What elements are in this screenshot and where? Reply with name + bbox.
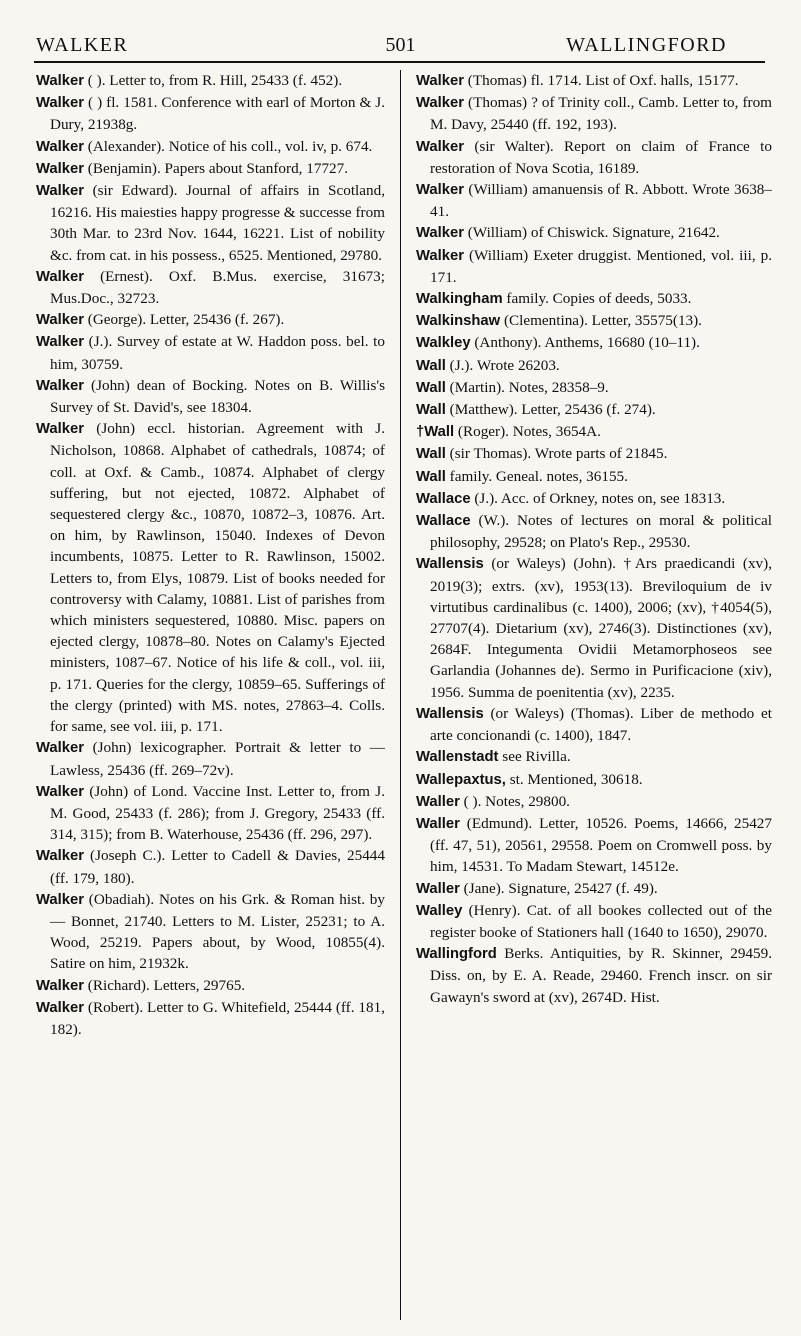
index-entry	[416, 421, 772, 443]
entry-text: (Martin). Notes, 28358–9.	[445, 378, 609, 396]
entry-headword: Walker	[36, 783, 84, 800]
entry-text: (Richard). Letters, 29765.	[83, 976, 246, 994]
index-entry	[36, 331, 385, 374]
entry-headword: Wallensis	[416, 705, 484, 722]
header-left: WALKER	[36, 34, 129, 56]
entry-text: see Rivilla.	[498, 748, 571, 766]
index-entry	[36, 997, 385, 1040]
entry-headword: Walker	[36, 891, 84, 908]
entry-text: (or Waleys) (John). †Ars praedicandi (xv), 2019(3); extrs. (xv), 1953(13). Breviloquium de iv virtutibus cardinalibus (c. 1400), 2006; (xv), †4054(5), 27707(4). Dietarium (xv), 2746(3). Distinctiones (xv), 2684F. Integumenta Ovidii Metamorphoseos see Garlandia (Johannes de). Sermo in Purificacione (xiv), 1956. Summa de poenitentia (xv), 2235.	[430, 555, 772, 701]
entry-text: ( ) fl. 1581. Conference with earl of Morton & J. Dury, 21938g.	[50, 94, 385, 134]
entry-headword: Wall	[416, 357, 446, 374]
entry-headword: Walker	[36, 421, 84, 438]
index-entry	[416, 288, 772, 310]
index-entry	[416, 553, 772, 702]
entry-text: (Alexander). Notice of his coll., vol. iv, p. 674.	[83, 137, 373, 155]
entry-text: (Jane). Signature, 25427 (f. 49).	[459, 879, 658, 897]
index-entry	[416, 92, 772, 135]
entry-text: family. Copies of deeds, 5033.	[502, 290, 692, 308]
index-entry	[416, 769, 772, 791]
index-entry	[416, 746, 772, 768]
index-entry	[416, 943, 772, 1008]
entry-headword: Walkley	[416, 335, 471, 352]
index-entry	[416, 310, 772, 332]
header-right: WALLINGFORD	[566, 34, 727, 56]
entry-headword: Walker	[416, 225, 464, 242]
entry-text: st. Mentioned, 30618.	[505, 770, 643, 788]
entry-headword: Walker	[36, 977, 84, 994]
entry-headword: Wall	[416, 468, 446, 485]
index-entry	[36, 180, 385, 266]
entry-headword: Walker	[416, 73, 464, 89]
index-entry	[416, 222, 772, 244]
index-entry	[36, 375, 385, 418]
entry-headword: Walker	[36, 848, 84, 865]
entry-text: family. Geneal. notes, 36155.	[445, 467, 628, 485]
entry-headword: Wallenstadt	[416, 749, 499, 766]
entry-text: (Thomas) fl. 1714. List of Oxf. halls, 15177.	[463, 72, 739, 89]
entry-headword: Waller	[416, 815, 460, 832]
entry-headword: Walker	[36, 138, 84, 155]
entry-headword: Walker	[416, 247, 464, 264]
entry-headword: Walker	[416, 95, 464, 112]
entry-headword: Walker	[36, 183, 84, 200]
entry-text: (John) eccl. historian. Agreement with J. Nicholson, 10868. Alphabet of cathedrals, 10874; of coll. at Oxf. & Camb., 10874. Alphabet of clergy suffering, but not ejected, 10872. Alphabet of sequestered clergy &c., 10870, 10872–3, 10876. Art. on him, by Rawlinson, 15040. Indexes of Devon incumbents, 10875. Letter to R. Rawlinson, 15002. Letters to, from Elys, 10879. List of books needed for controversy with Calamy, 10881. List of parishes from which ministers sequestered, 10880. Misc. papers on ejected clergy, 10878–80. Notes on Calamy's Ejected ministers, 1087–67. Notice of his life & coll., vol. iii, p. 171. Queries for the clergy, 10859–65. Sufferings of the clergy (printed) with MS. notes, 27863–4. Colls. for same, see vol. iii, p. 171.	[50, 420, 385, 736]
index-entry	[36, 975, 385, 997]
page-number: 501	[385, 34, 416, 56]
entry-text: (George). Letter, 25436 (f. 267).	[83, 311, 285, 329]
entry-text: (William) of Chiswick. Signature, 21642.	[463, 224, 720, 242]
running-head	[34, 34, 767, 64]
entry-headword: Walker	[36, 73, 84, 89]
entry-text: (J.). Wrote 26203.	[445, 356, 560, 374]
entry-headword: Walker	[36, 312, 84, 329]
index-entry	[416, 878, 772, 900]
entry-headword: Wallepaxtus,	[416, 771, 506, 788]
entry-text: (John) lexicographer. Portrait & letter to — Lawless, 25436 (ff. 269–72v).	[50, 739, 385, 779]
index-entry	[416, 791, 772, 813]
entry-text: (William) Exeter druggist. Mentioned, vol. iii, p. 171.	[430, 246, 772, 286]
entry-text: (J.). Survey of estate at W. Haddon poss. bel. to him, 30759.	[50, 333, 385, 373]
index-entry	[416, 703, 772, 746]
index-entry	[416, 245, 772, 288]
entry-headword: †Wall	[416, 424, 455, 441]
entry-text: (Roger). Notes, 3654A.	[454, 423, 601, 441]
entry-text: (J.). Acc. of Orkney, notes on, see 18313.	[470, 489, 726, 507]
entry-text: (John) of Lond. Vaccine Inst. Letter to, from J. M. Good, 25433 (f. 286); from J. Gregory, 25433 (ff. 314, 315); from B. Waterhouse, 25436 (ff. 296, 297).	[50, 782, 385, 844]
entry-headword: Wallace	[416, 490, 471, 507]
entry-text: (or Waleys) (Thomas). Liber de methodo et arte concionandi (c. 1400), 1847.	[430, 704, 772, 745]
index-entry	[416, 443, 772, 465]
index-entry	[416, 488, 772, 510]
index-entry	[416, 377, 772, 399]
index-entry	[416, 399, 772, 421]
entry-text: (sir Edward). Journal of affairs in Scotland, 16216. His maiesties happy progresse & successe from 30th Mar. to 23rd Nov. 1644, 16221. List of nobility &c. from cat. in his possess., 6525. Mentioned, 29780.	[50, 182, 385, 264]
entry-headword: Walkingham	[416, 291, 503, 308]
index-entry	[36, 781, 385, 846]
entry-headword: Walley	[416, 902, 463, 919]
entry-headword: Wallace	[416, 513, 471, 530]
index-entry	[36, 70, 385, 92]
entry-headword: Walker	[416, 138, 464, 155]
column-divider	[400, 70, 401, 1320]
entry-text: (William) amanuensis of R. Abbott. Wrote 3638–41.	[430, 181, 772, 221]
entry-headword: Walker	[36, 377, 84, 394]
entry-text: (Joseph C.). Letter to Cadell & Davies, 25444 (ff. 179, 180).	[50, 847, 385, 887]
index-entry	[416, 136, 772, 179]
entry-text: Berks. Antiquities, by R. Skinner, 29459. Diss. on, by E. A. Reade, 29460. French inscr. on sir Gawayn's sword at (xv), 2674D. Hist.	[430, 945, 772, 1006]
entry-headword: Walker	[36, 999, 84, 1016]
entry-headword: Walker	[416, 182, 464, 199]
entry-headword: Waller	[416, 880, 460, 897]
entry-headword: Walkinshaw	[416, 313, 501, 330]
index-entry	[36, 136, 385, 158]
index-entry	[416, 813, 772, 878]
entry-text: (Thomas) ? of Trinity coll., Camb. Letter to, from M. Davy, 25440 (ff. 192, 193).	[430, 94, 772, 134]
index-entry	[36, 266, 385, 309]
entry-headword: Wall	[416, 402, 446, 419]
index-entry	[416, 179, 772, 222]
index-entry	[416, 510, 772, 553]
entry-text: (Anthony). Anthems, 16680 (10–11).	[470, 334, 700, 352]
index-entry	[36, 158, 385, 180]
index-entry	[36, 737, 385, 780]
entry-text: (Robert). Letter to G. Whitefield, 25444 (ff. 181, 182).	[50, 998, 385, 1038]
index-entry	[416, 355, 772, 377]
entry-text: (John) dean of Bocking. Notes on B. Willis's Survey of St. David's, see 18304.	[50, 376, 385, 417]
index-entry	[36, 418, 385, 737]
index-entry	[36, 92, 385, 135]
entry-headword: Walker	[36, 95, 84, 112]
index-entry	[36, 845, 385, 888]
entry-text: (Obadiah). Notes on his Grk. & Roman hist. by — Bonnet, 21740. Letters to M. Lister, 25231; to A. Wood, 25219. Papers about, by Wood, 10855(4). Satire on him, 21932k.	[50, 890, 385, 973]
index-entry	[36, 889, 385, 975]
entry-headword: Wall	[416, 446, 446, 463]
entry-text: (Benjamin). Papers about Stanford, 17727.	[83, 159, 349, 177]
index-entry	[416, 466, 772, 488]
index-entry	[416, 332, 772, 354]
entry-headword: Wallingford	[416, 946, 497, 963]
index-entry	[416, 900, 772, 943]
entry-text: (Henry). Cat. of all bookes collected out of the register booke of Stationers hall (1640 to 1650), 29070.	[430, 901, 772, 941]
entry-headword: Waller	[416, 793, 460, 810]
entry-headword: Walker	[36, 268, 84, 285]
index-entry	[36, 309, 385, 331]
entry-headword: Wallensis	[416, 556, 484, 573]
entry-text: (Matthew). Letter, 25436 (f. 274).	[445, 401, 656, 419]
right-column	[416, 70, 772, 1008]
entry-text: (Edmund). Letter, 10526. Poems, 14666, 25427 (ff. 47, 51), 20561, 29558. Poem on Cromwell poss. by him, 14531. To Madam Stewart, 14512e.	[430, 814, 772, 876]
entry-headword: Walker	[36, 160, 84, 177]
entry-headword: Wall	[416, 379, 446, 396]
entry-text: (Ernest). Oxf. B.Mus. exercise, 31673; Mus.Doc., 32723.	[50, 267, 385, 308]
entry-headword: Walker	[36, 334, 84, 351]
entry-text: (W.). Notes of lectures on moral & political philosophy, 29528; on Plato's Rep., 29530.	[430, 512, 772, 552]
left-column	[36, 70, 385, 1040]
entry-text: (sir Walter). Report on claim of France to restoration of Nova Scotia, 16189.	[430, 137, 772, 177]
header-rule	[34, 61, 765, 63]
entry-text: (Clementina). Letter, 35575(13).	[500, 312, 702, 330]
entry-headword: Walker	[36, 740, 84, 757]
entry-text: ( ). Notes, 29800.	[459, 792, 570, 810]
index-entry	[416, 70, 772, 92]
entry-text: ( ). Letter to, from R. Hill, 25433 (f. 452).	[83, 72, 343, 89]
entry-text: (sir Thomas). Wrote parts of 21845.	[445, 445, 668, 463]
